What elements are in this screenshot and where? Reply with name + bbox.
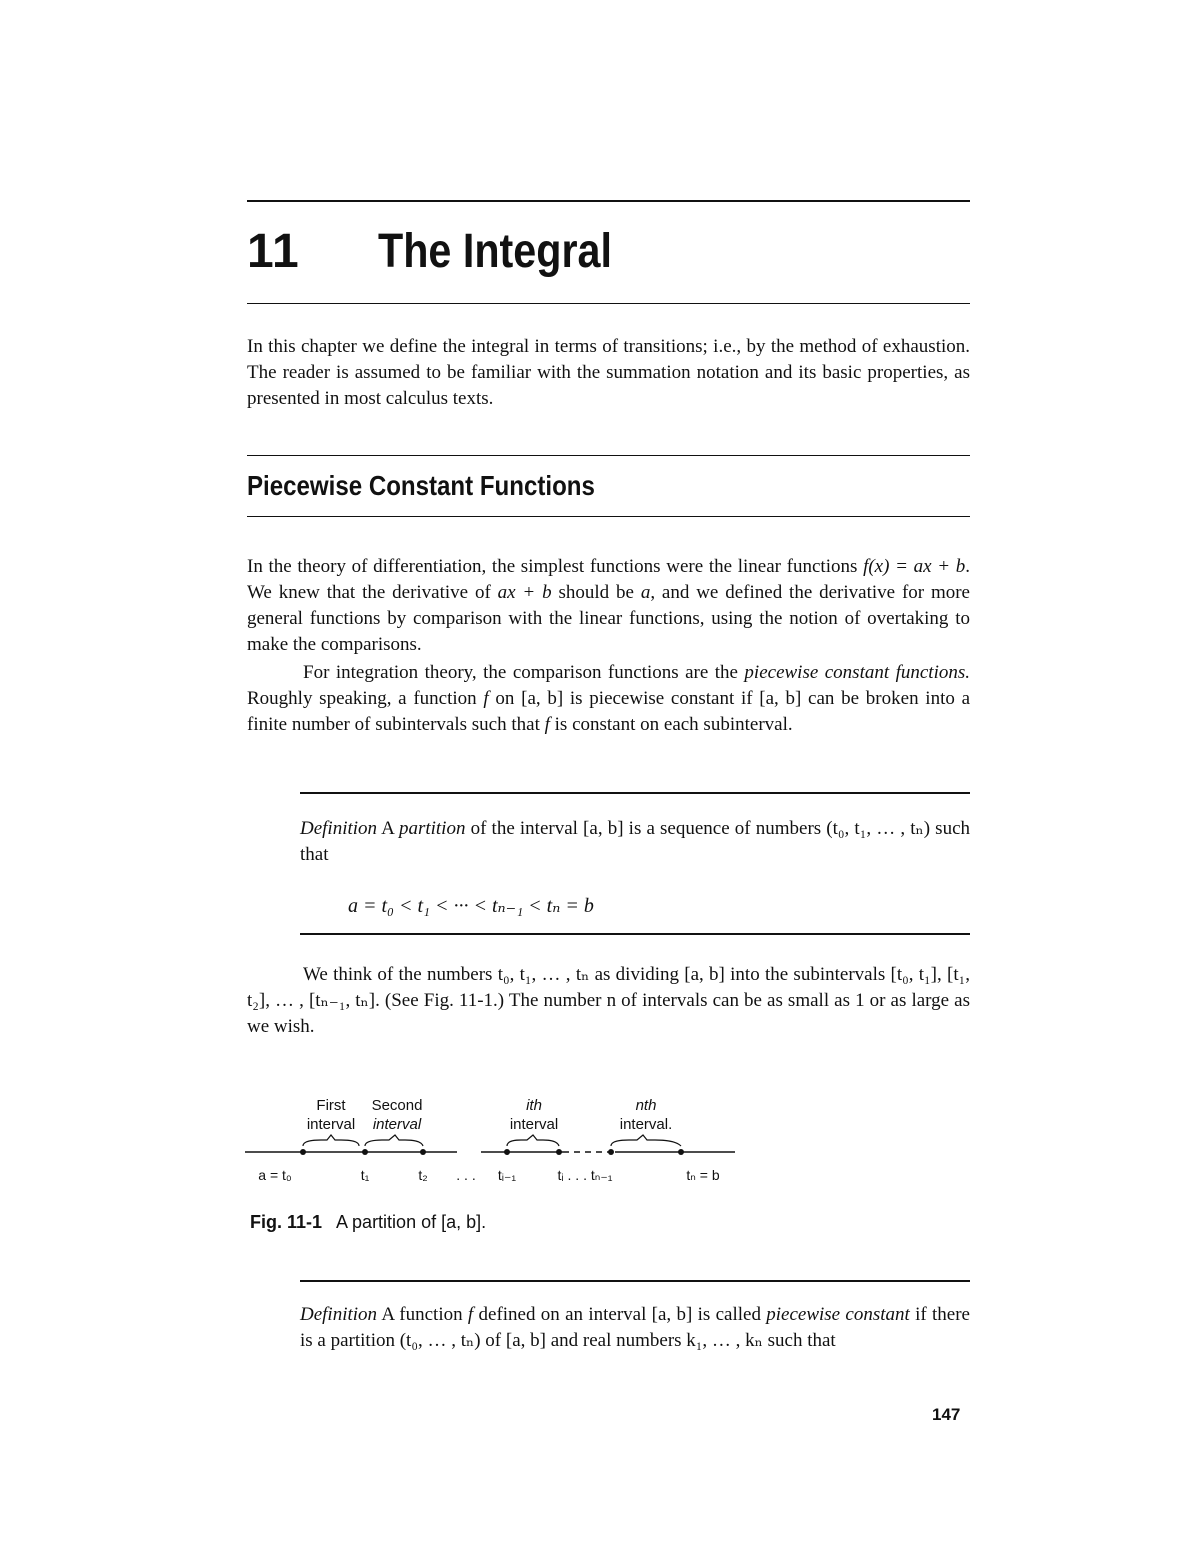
partition-equation: a = t₀ < t₁ < ··· < tₙ₋₁ < tₙ = b bbox=[348, 895, 594, 917]
chapter-title: The Integral bbox=[378, 225, 612, 278]
definition-top-rule bbox=[300, 792, 970, 794]
first-interval-label: First bbox=[316, 1097, 346, 1114]
paragraph-integration: For integration theory, the comparison functions are the piecewise constant functions. Roughly speaking, a function f on [a, b] is piecewise constant if [a, b] can be broken into a finite number of subintervals such that f is constant on each subinterval. bbox=[247, 662, 970, 735]
section-bottom-rule bbox=[247, 516, 970, 517]
partition-point bbox=[420, 1149, 426, 1155]
tick-label: t₁ bbox=[360, 1167, 370, 1183]
svg-text:interval: interval bbox=[372, 1116, 422, 1133]
page-number: 147 bbox=[932, 1405, 961, 1424]
tick-label: tₙ = b bbox=[686, 1167, 720, 1183]
partition-point bbox=[556, 1149, 562, 1155]
nth-interval-brace bbox=[611, 1135, 681, 1146]
ith-interval-brace bbox=[507, 1135, 559, 1146]
partition-point bbox=[362, 1149, 368, 1155]
tick-label: t₂ bbox=[418, 1167, 428, 1183]
section-top-rule bbox=[247, 455, 970, 456]
partition-point bbox=[608, 1149, 614, 1155]
partition-figure bbox=[245, 1088, 745, 1198]
ith-interval-label: ith bbox=[526, 1097, 542, 1114]
definition-piecewise-constant: Definition A function f defined on an interval [a, b] is called piecewise constant if there is a partition (t₀, … , tₙ) of [a, b] and real numbers k₁, … , kₙ such that bbox=[300, 1304, 970, 1351]
intro-paragraph: In this chapter we define the integral in terms of transitions; i.e., by the method of exhaustion. The reader is assumed to be familiar with the summation notation and its basic properties, as presented in most calculus texts. bbox=[247, 336, 970, 409]
partition-point bbox=[678, 1149, 684, 1155]
second-interval-label: Second bbox=[371, 1097, 423, 1114]
chapter-number: 11 bbox=[247, 225, 300, 278]
nth-interval-label: nth bbox=[635, 1097, 657, 1114]
definition-partition: Definition A partition of the interval [a, b] is a sequence of numbers (t₀, t₁, … , tₙ) such that bbox=[300, 818, 971, 865]
chapter-top-rule bbox=[247, 200, 970, 202]
svg-text:interval: interval bbox=[306, 1116, 356, 1133]
definition2-head: Definition bbox=[300, 1304, 378, 1325]
section-title: Piecewise Constant Functions bbox=[247, 470, 595, 501]
tick-label: tᵢ . . . tₙ₋₁ bbox=[557, 1167, 613, 1183]
definition-bottom-rule bbox=[300, 933, 970, 935]
paragraph-differentiation: In the theory of differentiation, the simplest functions were the linear functions f(x) = ax + b. We knew that the derivative of ax + b should be a, and we defined the derivative for more general functions by comparison with the linear functions, using the notion of overtaking to make the comparisons. bbox=[247, 556, 970, 655]
svg-text:interval.: interval. bbox=[619, 1116, 673, 1133]
figure-caption: Fig. 11-1 A partition of [a, b]. bbox=[250, 1212, 487, 1232]
paragraph-subintervals: We think of the numbers t₀, t₁, … , tₙ as dividing [a, b] into the subintervals [t₀, t₁], [t₁, t₂], … , [tₙ₋₁, tₙ]. (See Fig. 11-1.) The number n of intervals can be as small as 1 or as large as we wish. bbox=[247, 964, 970, 1037]
svg-text:interval: interval bbox=[509, 1116, 559, 1133]
tick-label: . . . bbox=[456, 1167, 476, 1183]
second-interval-brace bbox=[365, 1135, 423, 1146]
tick-label: tᵢ₋₁ bbox=[497, 1167, 517, 1183]
first-interval-brace bbox=[303, 1135, 359, 1146]
definition2-top-rule bbox=[300, 1280, 970, 1282]
chapter-bottom-rule bbox=[247, 303, 970, 304]
definition-head: Definition bbox=[300, 818, 378, 839]
tick-label: a = t₀ bbox=[258, 1167, 292, 1183]
partition-point bbox=[300, 1149, 306, 1155]
partition-point bbox=[504, 1149, 510, 1155]
